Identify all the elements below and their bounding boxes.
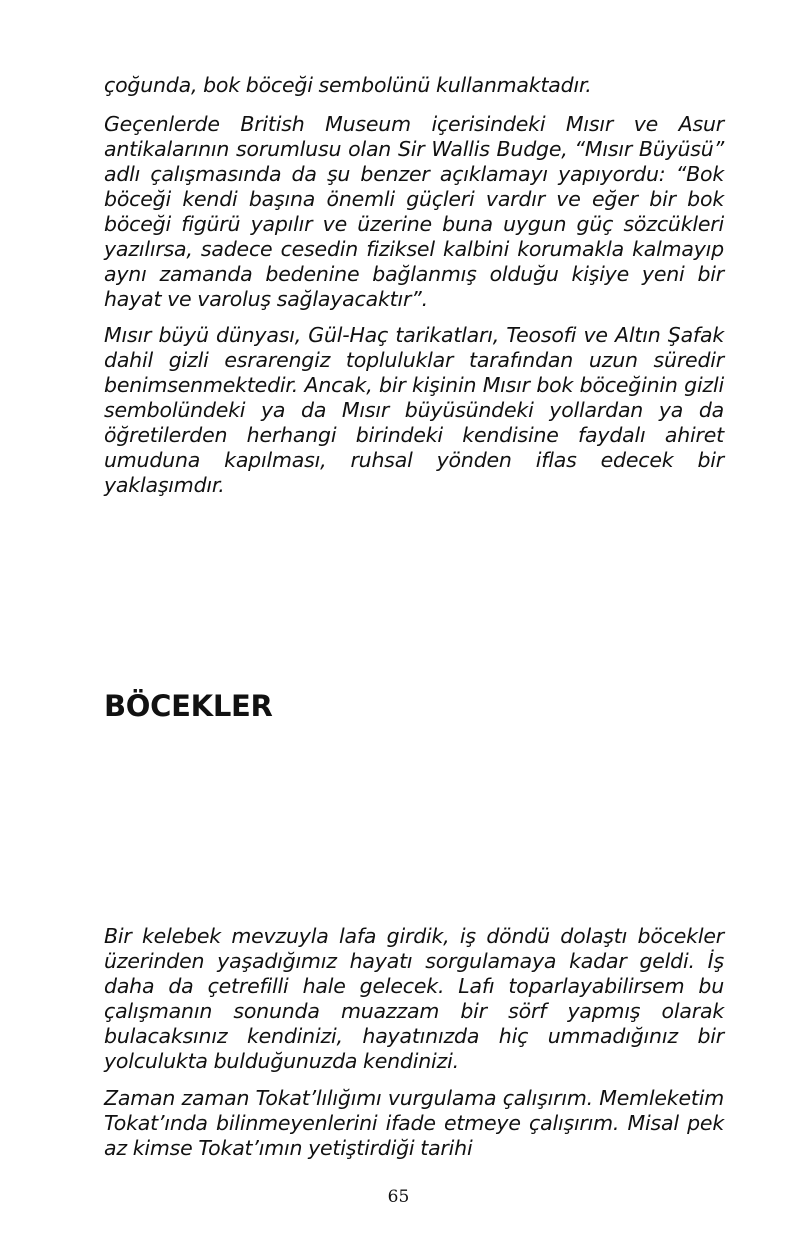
paragraph: Zaman zaman Tokat’lılığımı vurgulama çalışırım. Memleketim Tokat’ında bilinmeyenlerini ifade etmeye çalışırım. Misal pek az kimse Tokat’ımın yetiştirdiği tarihi xyxy=(104,1086,724,1160)
page-number: 65 xyxy=(387,1187,410,1207)
section-heading: BÖCEKLER xyxy=(104,689,273,723)
paragraph: Bir kelebek mevzuyla lafa girdik, iş döndü dolaştı böcekler üzerinden yaşadığımız hayatı sorgulamaya kadar geldi. İş daha da çetrefilli hale gelecek. Lafı toparlayabilirsem bu çalışmanın sonunda muazzam bir sörf yapmış olarak bulacaksınız kendinizi, hayatınızda hiç ummadığınız bir yolculukta bulduğunuzda kendinizi. xyxy=(104,924,724,1073)
paragraph: Geçenlerde British Museum içerisindeki Mısır ve Asur antikalarının sorumlusu olan Sir Wallis Budge, “Mısır Büyüsü” adlı çalışmasında da şu benzer açıklamayı yapıyordu: “Bok böceği kendi başına önemli güçleri vardır ve eğer bir bok böceği figürü yapılır ve üzerine buna uygun güç sözcükleri yazılırsa, sadece cesedin fiziksel kalbini korumakla kalmayıp aynı zamanda bedenine bağlanmış olduğu kişiye yeni bir hayat ve varoluş sağlayacaktır”. xyxy=(104,112,724,311)
paragraph: çoğunda, bok böceği sembolünü kullanmaktadır. xyxy=(104,73,592,97)
paragraph: Mısır büyü dünyası, Gül-Haç tarikatları, Teosofi ve Altın Şafak dahil gizli esrarengiz topluluklar tarafından uzun süredir benimsenmektedir. Ancak, bir kişinin Mısır bok böceğinin gizli sembolündeki ya da Mısır büyüsündeki yollardan ya da öğretilerden herhangi birindeki kendisine faydalı ahiret umuduna kapılması, ruhsal yönden iflas edecek bir yaklaşımdır. xyxy=(104,323,724,497)
